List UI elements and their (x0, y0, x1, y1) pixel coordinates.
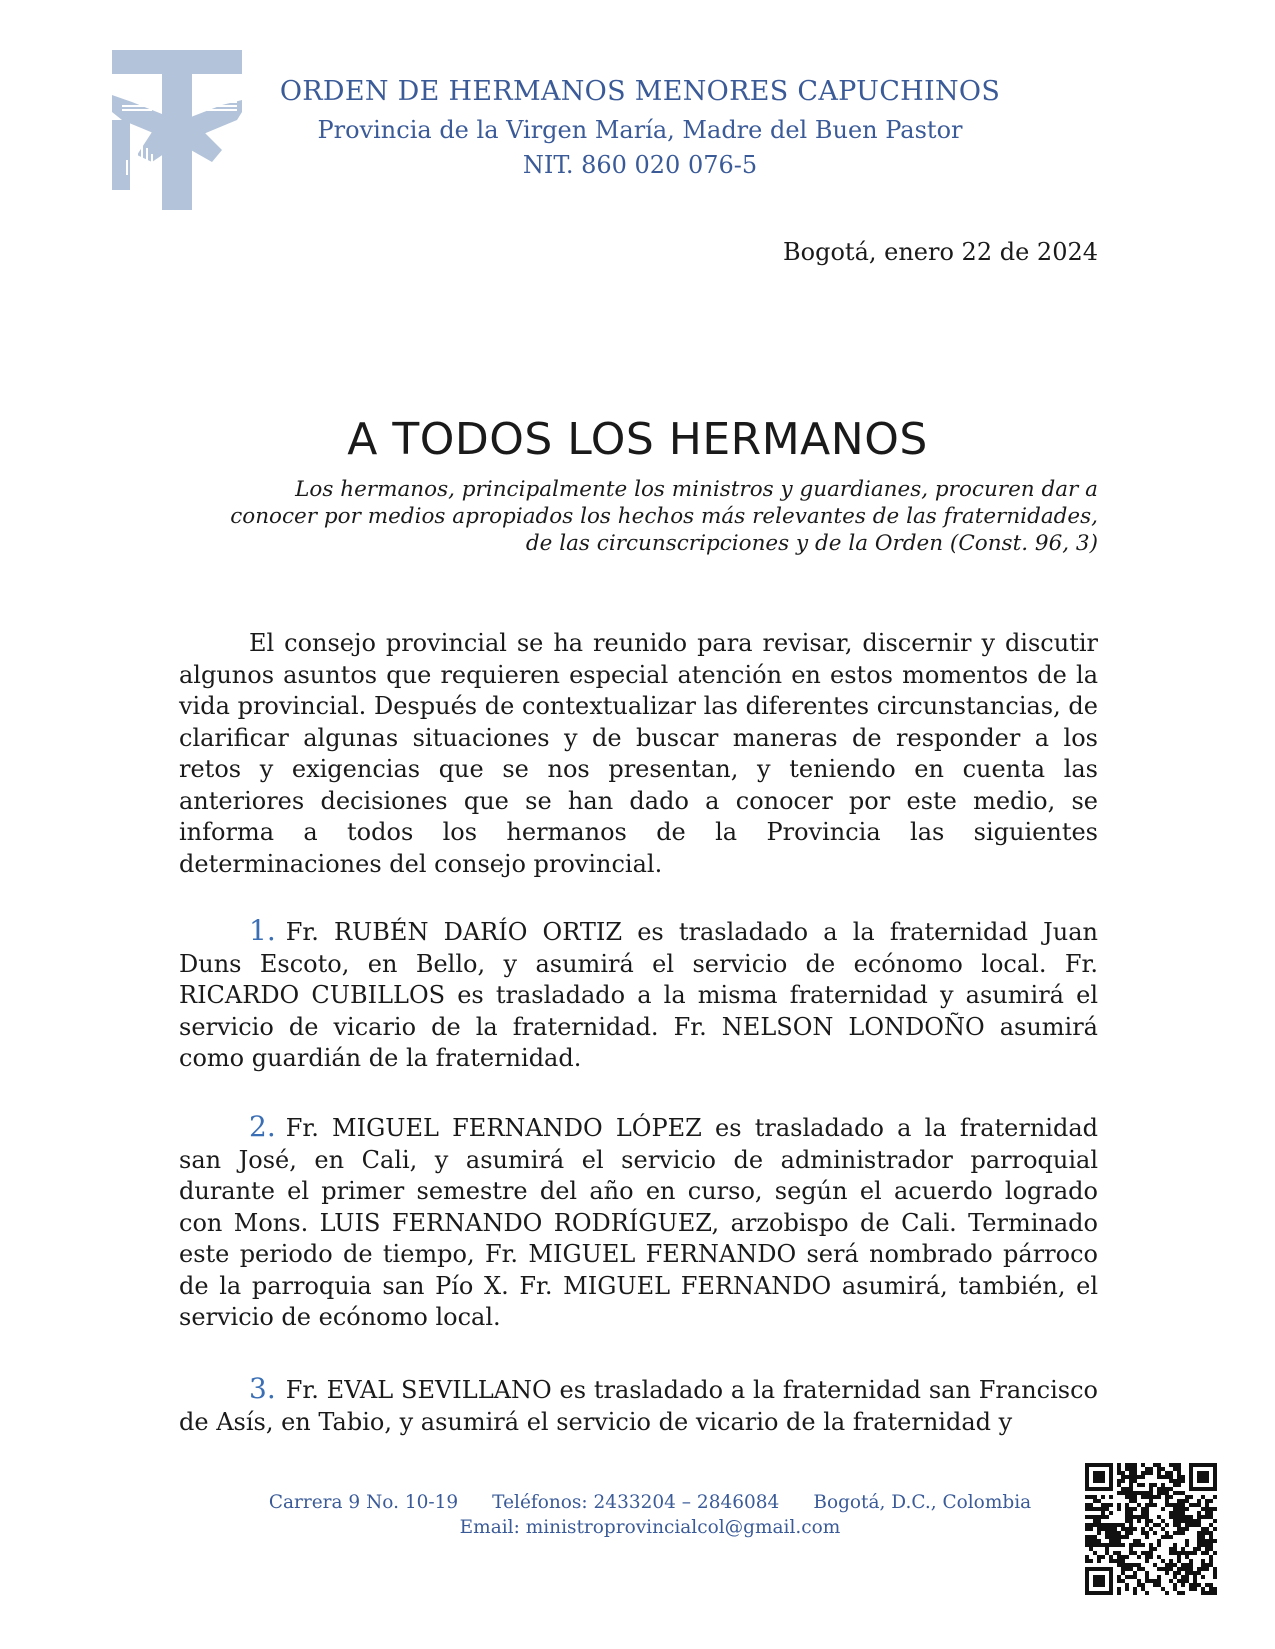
quote-line: conocer por medios apropiados los hechos más relevantes de las fraternidades, (230, 504, 1098, 529)
item-number: 1. (249, 914, 276, 947)
item-text: Fr. MIGUEL FERNANDO LÓPEZ es trasladado a la fraternidad san José, en Cali, y asumirá el servicio de administrador parroquial durante el primer semestre del año en curso, según el acuerdo logrado con Mons. LUIS FERNANDO RODRÍGUEZ, arzobispo de Cali. Terminado este periodo de tiempo, Fr. MIGUEL FERNANDO será nombrado párroco de la parroquia san Pío X. Fr. MIGUEL FERNANDO asumirá, también, el servicio de ecónomo local. (179, 1114, 1098, 1331)
nit-number: NIT. 860 020 076-5 (522, 151, 758, 179)
intro-paragraph: El consejo provincial se ha reunido para revisar, discernir y discutir algunos asuntos que requieren especial atención en estos momentos de la vida provincial. Después de contextualizar las diferentes circunstancias, de clarificar algunas situaciones y de buscar maneras de responder a los retos y exigencias que se nos presentan, y teniendo en cuenta las anteriores decisiones que se han dado a conocer por este medio, se informa a todos los hermanos de la Provincia las siguientes determinaciones del consejo provincial. (179, 629, 1098, 878)
epigraph-quote (180, 476, 1098, 557)
item-2 (179, 1111, 1098, 1334)
province-name: Provincia de la Virgen María, Madre del Buen Pastor (317, 116, 963, 144)
item-number: 3. (249, 1372, 276, 1405)
footer-city: Bogotá, D.C., Colombia (813, 1492, 1032, 1513)
letter-date: Bogotá, enero 22 de 2024 (783, 238, 1098, 266)
quote-line: Los hermanos, principalmente los ministros y guardianes, procuren dar a (295, 477, 1098, 502)
item-3 (179, 1373, 1098, 1438)
letter-title: A TODOS LOS HERMANOS (347, 414, 928, 466)
footer-contact-line (180, 1490, 1120, 1515)
qr-code (1085, 1463, 1217, 1595)
page-footer (180, 1490, 1120, 1540)
quote-line: de las circunscripciones y de la Orden (Const. 96, 3) (525, 531, 1098, 556)
item-1 (179, 915, 1098, 1075)
order-logo (112, 50, 252, 210)
org-name: ORDEN DE HERMANOS MENORES CAPUCHINOS (279, 76, 1001, 107)
letterhead (250, 72, 1030, 182)
footer-phones: Teléfonos: 2433204 – 2846084 (492, 1492, 780, 1513)
item-text: Fr. EVAL SEVILLANO es trasladado a la fraternidad san Francisco de Asís, en Tabio, y asumirá el servicio de vicario de la fraternidad y (179, 1376, 1098, 1436)
item-text: Fr. RUBÉN DARÍO ORTIZ es trasladado a la fraternidad Juan Duns Escoto, en Bello, y asumirá el servicio de ecónomo local. Fr. RICARDO CUBILLOS es trasladado a la misma fraternidad y asumirá el servicio de vicario de la fraternidad. Fr. NELSON LONDOÑO asumirá como guardián de la fraternidad. (179, 918, 1098, 1072)
footer-address: Carrera 9 No. 10-19 (268, 1492, 459, 1513)
item-number: 2. (249, 1110, 276, 1143)
footer-email: Email: ministroprovincialcol@gmail.com (459, 1517, 841, 1538)
